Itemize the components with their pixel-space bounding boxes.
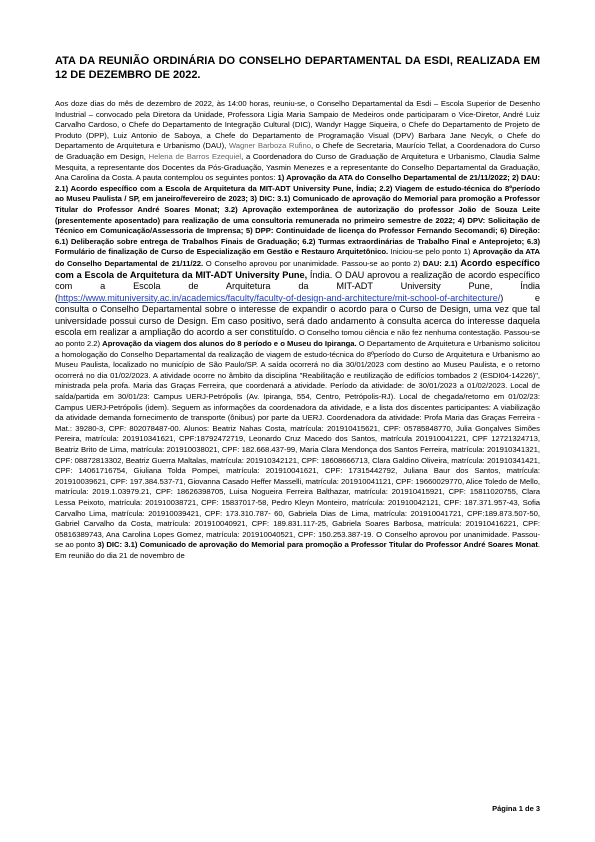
member-name-gray: Wagner Barboza Rufino (228, 141, 311, 151)
agenda-item-heading: 3) DIC: 3.1) Comunicado de aprovação do Memorial para promoção a Professor Titular do Professor André Soares Monat (97, 540, 538, 550)
body-text-segment: O Conselho tomou ciência e não fez nenhuma contestação. Passou-se ao ponto 2.2) (55, 328, 540, 349)
agenda-item-heading: Acordo específico com a Escola de Arquitetura da MIT-ADT University Pune, (55, 257, 541, 280)
body-text-segment: , a Coordenadora do Curso de Graduação de Arquitetura e Urbanismo, Claudia Salme Mesquita, a representante dos Docentes da Pós-Graduação, Yasmin Menezes e a representante do Conselho Departamental da Graduação, Ana Carolina da Costa. A pauta contemplou os seguintes pontos: (55, 151, 541, 183)
agenda-item-heading: Aprovação da ATA do Conselho Departamental de 21/11/22. (55, 247, 540, 268)
body-text-segment: Aos doze dias do mês de dezembro de 2022, às 14:00 horas, reuniu-se, o Conselho Departamental da Esdi – Escola Superior de Desenho Industrial – convocado pela Diretora da Unidade, Professora Ligia Maria Sampaio de Medeiros onde participaram o Vice-Diretor, André Luiz Carvalho Cardoso, o Chefe do Departamento de Integração Cultural (DIC), Wandyr Hagge Siqueira, o Chefe do Departamento de Projeto de Produto (DPP), Luiz Antonio de Saboya, a Chefe do Departamento de Programação Visual (DPV) Barbara Jane Necyk, o Chefe do Departamento de Arquitetura e Urbanismo (DAU), (55, 99, 540, 151)
member-name-gray: Helena de Barros Ezequiel (148, 151, 242, 161)
document-body (55, 99, 540, 562)
body-text-segment: ) e consulta o Conselho Departamental sobre o interesse de expandir o acordo para o Curso de Design, uma vez que tal universidade possui curso de Design. Em caso positivo, será dado andamento à consulta acerca do interesse daquela escola em realizar a ampliação do acordo a ser constituído. (55, 292, 540, 338)
body-text-segment: , o Chefe de Secretaria, Maurício Tellat, a Coordenadora do Curso de Graduação em Design, (55, 141, 540, 161)
agenda-item-heading: Aprovação da viagem dos alunos do 8 período e o Museu do Ipiranga. (102, 339, 357, 349)
agenda-item-heading: DAU: 2.1) (422, 258, 458, 268)
body-text-segment: Iniciou-se pelo ponto 1) (388, 247, 473, 257)
body-text-segment: O Departamento de Arquitetura e Urbanismo solicitou a homologação do Conselho Departamental da realização de viagem de estudo-técnica do 8ºperíodo do Curso de Arquitetura e Urbanismo ao Museu Paulista, localizado no município de São Paulo/SP. A saída ocorrerá no dia 30/01/2023 com destino ao Museu Paulista, e o retorno ocorrerá no dia 01/02/2023. A atividade ocorre no âmbito da disciplina "Reabilitação e reutilização de edifícios tombados 2 (ESDI04-14226)", ministrada pela profa. Maria das Graças Ferreira, que coordenará a atividade. Período da atividade: de 30/01/2023 a 01/02/2023. Local de saída/partida em 30/01/23: Campus UERJ-Petrópolis (Av. Ipiranga, 554, Centro, Petrópolis-RJ). Local de chegada/retorno em 01/02/23: Campus UERJ-Petrópolis (idem). Seguem as informações da coordenadora da atividade, e a lista dos discentes participantes: A viabilização da atividade demanda fornecimento de transporte (ônibus) por parte da UERJ. Coordenadora da atividade: Profa Maria das Graças Ferreira -Mat.: 39280-3, CPF: 802078487-00. Alunos: Beatriz Nahas Costa, matrícula: 201910415621, CPF: 05785848770, Julia Gonçalves Simões Pereira, matrícula: 201910341621, CPF:18792472719, Leonardo Cruz Macedo dos Santos, matrícula 201910041221, CPF 12721324713, Beatriz Brito de Lima, matrícula: 201910038021, CPF: 182.668.437-99, Maria Clara Mendonça dos Santos Ferreira, matrícula: 201910341321, CPF: 08872813302, Beatriz Guerra Maltalas, matrícula: 201910342121, CPF: 18608666713, Clara Galdino Oliveira, matrícula: 201910341421, CPF: 14061716754, Giuliana Tolda Pompei, matrícula: 201910041621, CPF: 17315442792, Juliana Baur dos Santos, matrícula: 201910039621, CPF: 197.384.537-71, Giovanna Casado Heffer Masselli, matrícula: 201910041121, CPF: 19660029770, Alice Toledo de Mello, matrícula: 2019.1.03979.21, CPF: 18626398705, Luisa Nogueira Ferreira Balthazar, matrícula: 201910415921, CPF: 15811020755, Clara Lessa Peixoto, matrícula: 201910038721, CPF: 15837017-58, Pedro Kleyn Monteiro, matrícula: 201910042121, CPF: 187.371.957-43, Sofia Carvalho Lima, matrícula: 201910039421, CPF: 173.310.787- 60, Gabriela Dias de Lima, matrícula: 201910041721, CPF:189.873.507-50, Gabriel Carvalho da Costa, matrícula: 201910040921, CPF: 189.831.117-25, Gabriela Soares Barbosa, matrícula: 201910416221, CPF: 05816389743, Ana Carolina Lopes Gomez, matrícula: 201910040521, CPF: 150.253.387-19. O Conselho aprovou por unanimidade. Passou-se ao ponto (55, 339, 540, 550)
agenda-list: 1) Aprovação da ATA do Conselho Departamental de 21/11/2022; 2) DAU: 2.1) Acordo específico com a Escola de Arquitetura da MIT-ADT University Pune, Índia; 2.2) Viagem de estudo-técnica do 8ºperíodo ao Museu Paulista / SP, em janeiro/fevereiro de 2023; 3) DIC: 3.1) Comunicado de aprovação do Memorial para promoção a Professor Titular do Professor André Soares Monat; 3.2) Aprovação extemporânea de autorização do professor João de Souza Leite (presentemente aposentado) para realização de uma consultoria remunerada no primeiro semestre de 2022; 4) DPV: Solicitação de Técnico em Comunicação/Assessoria de Imprensa; 5) DPP: Continuidade de licença do Professor Fernando Secomandi; 6) Direção: 6.1) Deliberação sobre entrega de Trabalhos Finais de Graduação; 6.2) Turmas extraordinárias de Trabalho Final e Anteprojeto; 6.3) Formulário de finalização de Curso de Especialização em Gestão e Restauro Arquitetônico. (55, 173, 540, 257)
body-text-segment: . Em reunião do dia 21 de novembro de (55, 540, 540, 560)
university-link[interactable]: https://www.mituniversity.ac.in/academics/faculty/faculty-of-design-and-architecture/mit-school-of-architecture/ (58, 292, 501, 303)
page-number: Página 1 de 3 (492, 804, 540, 813)
document-title: ATA DA REUNIÃO ORDINÁRIA DO CONSELHO DEPARTAMENTAL DA ESDI, REALIZADA EM 12 DE DEZEMBRO DE 2022. (55, 55, 540, 81)
body-text-segment: O Conselho aprovou por unanimidade. Passou-se ao ponto 2) (203, 258, 423, 268)
body-text-segment: Índia. O DAU aprovou a realização de acordo específico com a Escola de Arquitetura da MIT-ADT University Pune, Índia ( (55, 269, 540, 303)
